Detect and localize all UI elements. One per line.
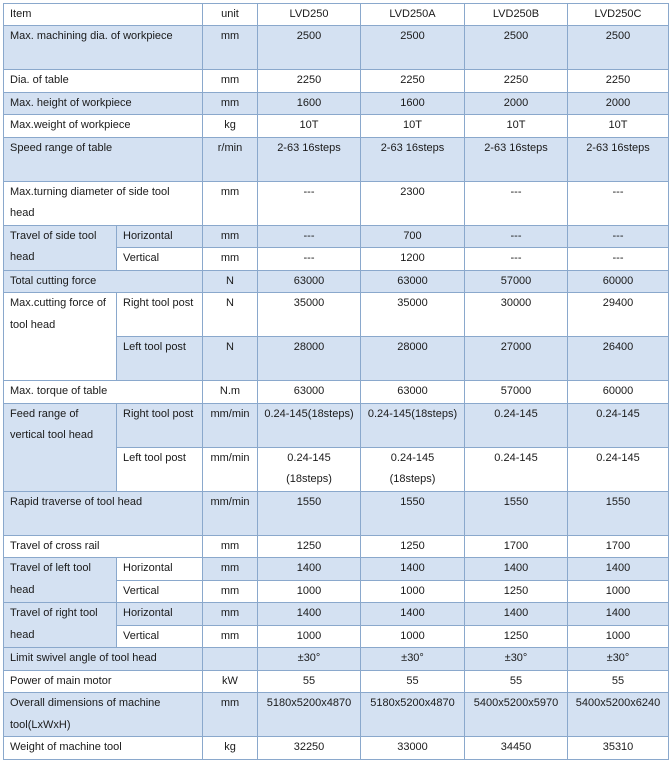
row-sublabel: Right tool post (117, 403, 203, 447)
header-model: LVD250B (465, 4, 568, 26)
cell: 29400 (568, 293, 669, 337)
row-unit: N.m (203, 381, 258, 404)
row-label: Rapid traverse of tool head (4, 491, 203, 535)
cell: 55 (361, 670, 465, 693)
cell: 63000 (361, 270, 465, 293)
row-unit: kW (203, 670, 258, 693)
row-unit: mm (203, 535, 258, 558)
cell: 1250 (361, 535, 465, 558)
cell: --- (258, 248, 361, 271)
cell: 35000 (258, 293, 361, 337)
row-unit: mm/min (203, 403, 258, 447)
cell: 1700 (568, 535, 669, 558)
table-row (4, 92, 669, 115)
cell: 34450 (465, 737, 568, 760)
cell: 5400x5200x5970 (465, 693, 568, 737)
row-label: Max. height of workpiece (4, 92, 203, 115)
cell: 1400 (258, 603, 361, 626)
row-unit: kg (203, 737, 258, 760)
row-unit: kg (203, 115, 258, 138)
cell: 2500 (361, 26, 465, 70)
row-label: Travel of right tool head (4, 603, 117, 648)
cell: --- (568, 225, 669, 248)
row-unit: mm (203, 248, 258, 271)
spec-table (3, 3, 669, 760)
row-label: Max.weight of workpiece (4, 115, 203, 138)
cell: 0.24-145 (568, 447, 669, 491)
table-row (4, 693, 669, 737)
row-label: Max. machining dia. of workpiece (4, 26, 203, 70)
table-row (4, 26, 669, 70)
cell: 55 (568, 670, 669, 693)
row-label: Travel of left tool head (4, 558, 117, 603)
table-row (4, 648, 669, 671)
row-sublabel: Horizontal (117, 225, 203, 248)
row-unit: mm (203, 26, 258, 70)
table-row (4, 137, 669, 181)
cell: 32250 (258, 737, 361, 760)
cell: 2500 (465, 26, 568, 70)
cell: 1000 (258, 580, 361, 603)
cell: 2-63 16steps (465, 137, 568, 181)
row-sublabel: Left tool post (117, 337, 203, 381)
row-unit: N (203, 293, 258, 337)
cell: 0.24-145 (18steps) (258, 447, 361, 491)
cell: 1000 (568, 625, 669, 648)
cell: --- (258, 181, 361, 225)
row-unit: N (203, 337, 258, 381)
cell: 63000 (258, 270, 361, 293)
cell: 33000 (361, 737, 465, 760)
cell: 1200 (361, 248, 465, 271)
cell: 57000 (465, 381, 568, 404)
cell: 60000 (568, 270, 669, 293)
row-label: Max. torque of table (4, 381, 203, 404)
table-row (4, 70, 669, 93)
table-row (4, 535, 669, 558)
cell: 55 (465, 670, 568, 693)
cell: ±30° (361, 648, 465, 671)
cell: 2250 (568, 70, 669, 93)
cell: 63000 (361, 381, 465, 404)
cell: --- (465, 181, 568, 225)
cell: 0.24-145 (465, 403, 568, 447)
row-unit: mm/min (203, 491, 258, 535)
cell: 1250 (258, 535, 361, 558)
cell: 1000 (258, 625, 361, 648)
cell: 28000 (258, 337, 361, 381)
cell: 0.24-145 (568, 403, 669, 447)
cell: 0.24-145 (465, 447, 568, 491)
row-unit: mm (203, 181, 258, 225)
row-label: Total cutting force (4, 270, 203, 293)
row-sublabel: Vertical (117, 580, 203, 603)
cell: 2250 (361, 70, 465, 93)
cell: 0.24-145(18steps) (361, 403, 465, 447)
cell: 55 (258, 670, 361, 693)
table-row (4, 293, 669, 337)
row-sublabel: Left tool post (117, 447, 203, 491)
cell: ±30° (258, 648, 361, 671)
cell: 2250 (258, 70, 361, 93)
row-unit: mm (203, 70, 258, 93)
cell: 28000 (361, 337, 465, 381)
table-row (4, 270, 669, 293)
table-row (4, 491, 669, 535)
cell: --- (465, 248, 568, 271)
row-label: Max.cutting force of tool head (4, 293, 117, 381)
cell: --- (465, 225, 568, 248)
row-label: Feed range of vertical tool head (4, 403, 117, 491)
cell: 1600 (361, 92, 465, 115)
header-item: Item (4, 4, 203, 26)
row-unit: mm (203, 603, 258, 626)
row-unit: mm (203, 693, 258, 737)
row-unit: r/min (203, 137, 258, 181)
cell: 1550 (465, 491, 568, 535)
row-label: Travel of cross rail (4, 535, 203, 558)
cell: 1250 (465, 580, 568, 603)
cell: 1700 (465, 535, 568, 558)
cell: 2-63 16steps (361, 137, 465, 181)
cell: 2-63 16steps (258, 137, 361, 181)
cell: 2500 (258, 26, 361, 70)
cell: 10T (361, 115, 465, 138)
cell: 35310 (568, 737, 669, 760)
cell: 1400 (361, 558, 465, 581)
cell: 1000 (361, 625, 465, 648)
row-unit: mm (203, 580, 258, 603)
cell: 2300 (361, 181, 465, 225)
cell: 0.24-145(18steps) (258, 403, 361, 447)
header-model: LVD250 (258, 4, 361, 26)
table-row (4, 115, 669, 138)
row-unit (203, 648, 258, 671)
cell: 700 (361, 225, 465, 248)
row-unit: mm (203, 625, 258, 648)
row-label: Limit swivel angle of tool head (4, 648, 203, 671)
row-sublabel: Vertical (117, 625, 203, 648)
header-row (4, 4, 669, 26)
cell: 2500 (568, 26, 669, 70)
cell: 63000 (258, 381, 361, 404)
cell: 2000 (465, 92, 568, 115)
table-row (4, 225, 669, 248)
row-sublabel: Horizontal (117, 603, 203, 626)
cell: 5400x5200x6240 (568, 693, 669, 737)
row-label: Weight of machine tool (4, 737, 203, 760)
row-label: Max.turning diameter of side tool head (4, 181, 203, 225)
row-unit: mm (203, 225, 258, 248)
row-sublabel: Horizontal (117, 558, 203, 581)
header-model: LVD250A (361, 4, 465, 26)
cell: 27000 (465, 337, 568, 381)
cell: 35000 (361, 293, 465, 337)
table-row (4, 603, 669, 626)
table-row (4, 381, 669, 404)
cell: 10T (568, 115, 669, 138)
cell: 1400 (568, 603, 669, 626)
cell: 30000 (465, 293, 568, 337)
row-sublabel: Vertical (117, 248, 203, 271)
row-label: Speed range of table (4, 137, 203, 181)
table-row (4, 558, 669, 581)
cell: 5180x5200x4870 (361, 693, 465, 737)
cell: 1600 (258, 92, 361, 115)
cell: 0.24-145 (18steps) (361, 447, 465, 491)
cell: 57000 (465, 270, 568, 293)
cell: ±30° (568, 648, 669, 671)
row-sublabel: Right tool post (117, 293, 203, 337)
table-row (4, 737, 669, 760)
header-model: LVD250C (568, 4, 669, 26)
row-unit: N (203, 270, 258, 293)
cell: 1550 (361, 491, 465, 535)
cell: 60000 (568, 381, 669, 404)
cell: 10T (258, 115, 361, 138)
cell: 2000 (568, 92, 669, 115)
cell: 26400 (568, 337, 669, 381)
cell: 1250 (465, 625, 568, 648)
cell: 1400 (568, 558, 669, 581)
cell: 1400 (258, 558, 361, 581)
cell: 2250 (465, 70, 568, 93)
row-unit: mm (203, 558, 258, 581)
cell: 1000 (361, 580, 465, 603)
cell: 1400 (361, 603, 465, 626)
cell: 2-63 16steps (568, 137, 669, 181)
cell: ±30° (465, 648, 568, 671)
row-unit: mm (203, 92, 258, 115)
table-row (4, 403, 669, 447)
row-label: Travel of side tool head (4, 225, 117, 270)
cell: 1550 (568, 491, 669, 535)
cell: --- (258, 225, 361, 248)
cell: 10T (465, 115, 568, 138)
table-row (4, 670, 669, 693)
cell: 1000 (568, 580, 669, 603)
cell: 1400 (465, 558, 568, 581)
cell: --- (568, 248, 669, 271)
table-row (4, 181, 669, 225)
cell: 5180x5200x4870 (258, 693, 361, 737)
row-unit: mm/min (203, 447, 258, 491)
cell: 1550 (258, 491, 361, 535)
cell: 1400 (465, 603, 568, 626)
cell: --- (568, 181, 669, 225)
spec-table-wrapper (3, 3, 669, 760)
row-label: Dia. of table (4, 70, 203, 93)
row-label: Power of main motor (4, 670, 203, 693)
header-unit: unit (203, 4, 258, 26)
row-label: Overall dimensions of machine tool(LxWxH) (4, 693, 203, 737)
